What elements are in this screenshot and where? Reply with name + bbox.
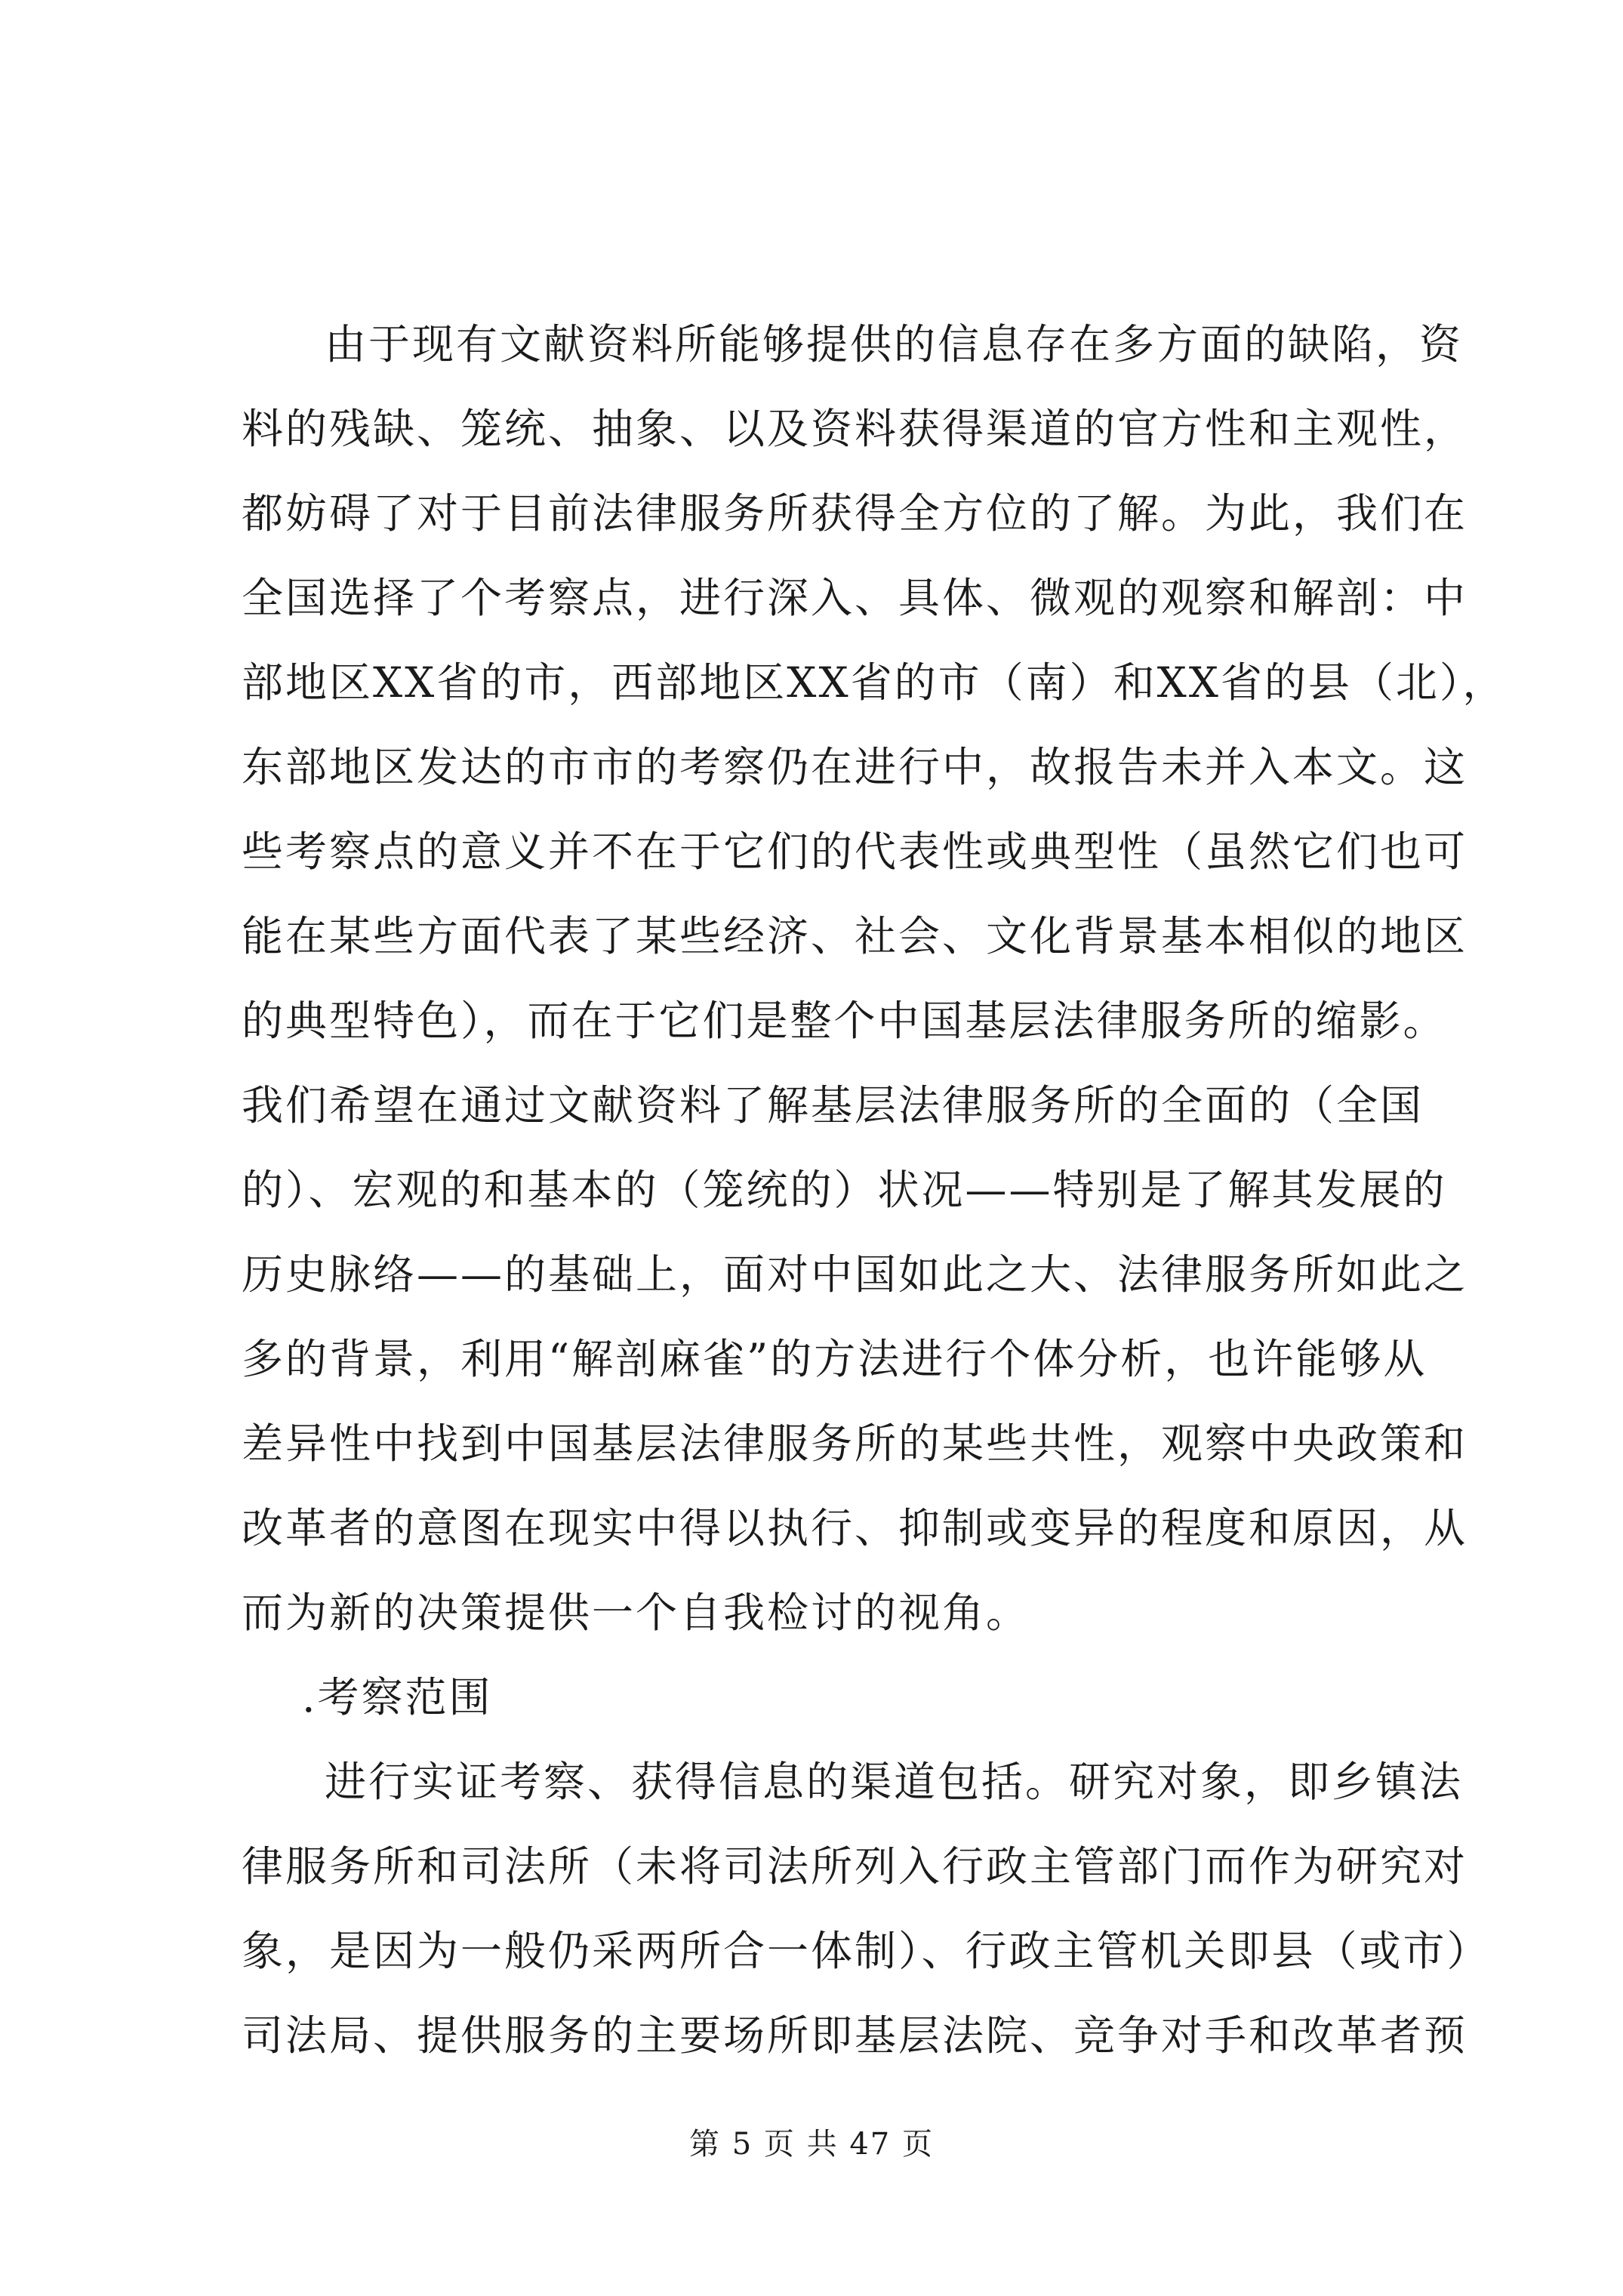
text-line: 进行实证考察、获得信息的渠道包括。研究对象，即乡镇法 (325, 1758, 1464, 1806)
text-line: 都妨碍了对于目前法律服务所获得全方位的了解。为此，我们在 (242, 489, 1468, 538)
text-line: 多的背景，利用“解剖麻雀”的方法进行个体分析，也许能够从 (242, 1335, 1427, 1383)
text-line: 的）、宏观的和基本的（笼统的）状况——特别是了解其发展的 (242, 1166, 1447, 1214)
text-line: 东部地区发达的市市的考察仍在进行中，故报告未并入本文。这 (242, 743, 1468, 791)
page-footer: 第 5 页 共 47 页 (689, 2127, 934, 2162)
text-line: 部地区XX省的市，西部地区XX省的市（南）和XX省的县（北）， (242, 658, 1507, 707)
text-line: 全国选择了个考察点，进行深入、具体、微观的观察和解剖：中 (242, 574, 1468, 622)
text-line: 历史脉络——的基础上，面对中国如此之大、法律服务所如此之 (242, 1250, 1468, 1299)
text-line: 而为新的决策提供一个自我检讨的视角。 (242, 1589, 1030, 1637)
text-line: 差异性中找到中国基层法律服务所的某些共性，观察中央政策和 (242, 1419, 1468, 1468)
text-line: 司法局、提供服务的主要场所即基层法院、竞争对手和改革者预 (242, 2011, 1468, 2060)
text-line: 律服务所和司法所（未将司法所列入行政主管部门而作为研究对 (242, 1842, 1468, 1891)
text-line: 的典型特色），而在于它们是整个中国基层法律服务所的缩影。 (242, 997, 1447, 1045)
text-line: 料的残缺、笼统、抽象、以及资料获得渠道的官方性和主观性， (242, 405, 1468, 453)
body-text (242, 302, 1507, 2078)
text-line: 我们希望在通过文献资料了解基层法律服务所的全面的（全国 (242, 1081, 1424, 1130)
text-line: 改革者的意图在现实中得以执行、抑制或变异的程度和原因，从 (242, 1504, 1468, 1552)
text-line: 些考察点的意义并不在于它们的代表性或典型性（虽然它们也可 (242, 827, 1468, 876)
section-heading: .考察范围 (302, 1673, 493, 1721)
text-line: 能在某些方面代表了某些经济、社会、文化背景基本相似的地区 (242, 912, 1468, 960)
text-line: 象，是因为一般仍采两所合一体制）、行政主管机关即县（或市） (242, 1927, 1491, 1975)
text-line: 由于现有文献资料所能够提供的信息存在多方面的缺陷，资 (325, 320, 1464, 368)
